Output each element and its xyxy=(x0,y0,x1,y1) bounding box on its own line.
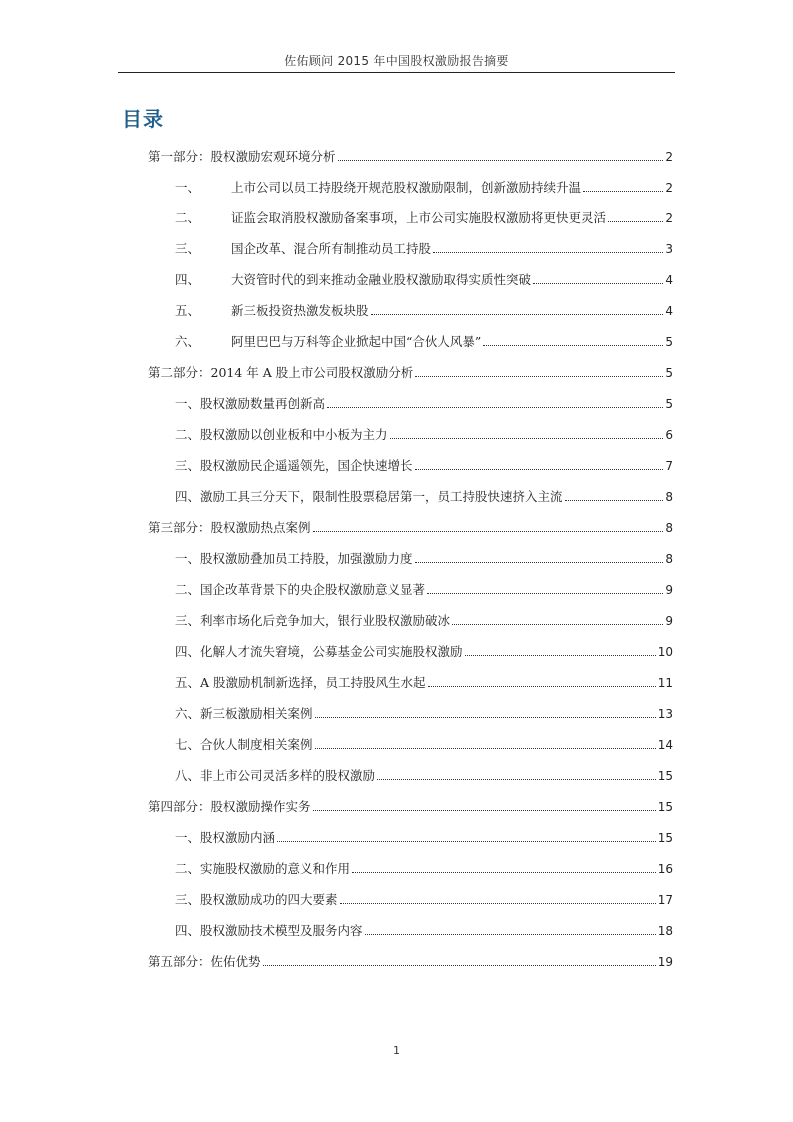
toc-leader xyxy=(315,717,656,718)
toc-leader xyxy=(452,624,663,625)
toc-leader xyxy=(433,252,663,253)
toc-page-number: 7 xyxy=(665,459,673,473)
toc-entry-text: 第四部分：股权激励操作实务 xyxy=(148,799,311,814)
toc-entry-part-4[interactable] xyxy=(148,795,673,815)
footer-page-number: 1 xyxy=(393,1044,400,1057)
toc-entry-text: 二、股权激励以创业板和中小板为主力 xyxy=(175,427,388,442)
toc-page-number: 5 xyxy=(665,366,673,380)
toc-leader xyxy=(483,345,663,346)
toc-entry-text: 国企改革、混合所有制推动员工持股 xyxy=(231,241,432,256)
toc-entry-3-2[interactable] xyxy=(175,578,673,598)
toc-leader xyxy=(565,500,664,501)
toc-entry-4-4[interactable] xyxy=(175,919,673,939)
toc-page-number: 2 xyxy=(665,181,673,195)
toc-entry-number: 四、 xyxy=(175,272,201,287)
toc-entry-number: 三、 xyxy=(175,241,201,256)
toc-entry-1-4[interactable] xyxy=(175,268,673,288)
toc-entry-text: 一、股权激励内涵 xyxy=(175,830,276,845)
toc-leader xyxy=(327,407,663,408)
toc-entry-text: 第一部分：股权激励宏观环境分析 xyxy=(148,149,336,164)
toc-page-number: 16 xyxy=(657,862,673,876)
toc-page-number: 15 xyxy=(657,800,673,814)
toc-entry-1-5[interactable] xyxy=(175,299,673,319)
toc-page-number: 15 xyxy=(657,831,673,845)
toc-entry-text: 三、利率市场化后竞争加大，银行业股权激励破冰 xyxy=(175,613,451,628)
toc-leader xyxy=(371,314,664,315)
toc-leader xyxy=(340,903,656,904)
toc-leader xyxy=(277,841,656,842)
toc-leader xyxy=(583,191,663,192)
toc-page-number: 4 xyxy=(665,304,673,318)
toc-leader xyxy=(263,965,656,966)
toc-page-number: 18 xyxy=(657,924,673,938)
toc-entry-text: 三、股权激励成功的四大要素 xyxy=(175,892,338,907)
toc-page-number: 5 xyxy=(665,335,673,349)
toc-page-number: 8 xyxy=(665,490,673,504)
toc-page-number: 6 xyxy=(665,428,673,442)
toc-leader xyxy=(352,872,656,873)
toc-entry-text: 新三板投资热激发板块股 xyxy=(231,303,369,318)
toc-page-number: 15 xyxy=(657,769,673,783)
toc-entry-2-3[interactable] xyxy=(175,454,673,474)
toc-leader xyxy=(428,686,656,687)
toc-entry-4-1[interactable] xyxy=(175,826,673,846)
toc-leader xyxy=(465,655,656,656)
toc-page-number: 19 xyxy=(657,955,673,969)
toc-entry-2-1[interactable] xyxy=(175,392,673,412)
toc-leader xyxy=(365,934,656,935)
toc-entry-number: 五、 xyxy=(175,303,201,318)
toc-page-number: 5 xyxy=(665,397,673,411)
toc-leader xyxy=(315,748,656,749)
toc-leader xyxy=(427,593,663,594)
toc-entry-part-5[interactable] xyxy=(148,950,673,970)
toc-leader xyxy=(415,562,664,563)
toc-page-number: 4 xyxy=(665,273,673,287)
toc-entry-part-2[interactable] xyxy=(148,361,673,381)
header-divider xyxy=(118,72,675,73)
toc-entry-number: 六、 xyxy=(175,334,201,349)
toc-page-number: 9 xyxy=(665,583,673,597)
toc-entry-2-4[interactable] xyxy=(175,485,673,505)
toc-entry-1-3[interactable] xyxy=(175,237,673,257)
toc-entry-1-2[interactable] xyxy=(175,206,673,226)
toc-leader xyxy=(377,779,656,780)
toc-entry-text: 八、非上市公司灵活多样的股权激励 xyxy=(175,768,376,783)
toc-entry-number: 二、 xyxy=(175,210,201,225)
toc-leader xyxy=(533,283,663,284)
toc-page-number: 17 xyxy=(657,893,673,907)
toc-page-number: 9 xyxy=(665,614,673,628)
toc-page-number: 3 xyxy=(665,242,673,256)
toc-entry-3-6[interactable] xyxy=(175,702,673,722)
toc-entry-4-3[interactable] xyxy=(175,888,673,908)
toc-entry-text: 大资管时代的到来推动金融业股权激励取得实质性突破 xyxy=(231,272,532,287)
toc-entry-number: 一、 xyxy=(175,180,201,195)
toc-leader xyxy=(415,469,664,470)
toc-entry-3-7[interactable] xyxy=(175,733,673,753)
toc-entry-1-1[interactable] xyxy=(175,176,673,196)
toc-entry-text: 七、合伙人制度相关案例 xyxy=(175,737,313,752)
toc-entry-3-1[interactable] xyxy=(175,547,673,567)
toc-entry-text: 第二部分：2014 年 A 股上市公司股权激励分析 xyxy=(148,365,414,380)
toc-entry-1-6[interactable] xyxy=(175,330,673,350)
toc-heading: 目录 xyxy=(122,107,164,131)
toc-entry-3-3[interactable] xyxy=(175,609,673,629)
toc-entry-text: 四、激励工具三分天下，限制性股票稳居第一，员工持股快速挤入主流 xyxy=(175,489,563,504)
toc-entry-text: 二、实施股权激励的意义和作用 xyxy=(175,861,351,876)
toc-entry-text: 四、化解人才流失窘境，公募基金公司实施股权激励 xyxy=(175,644,463,659)
toc-entry-part-3[interactable] xyxy=(148,516,673,536)
toc-leader xyxy=(313,531,664,532)
toc-entry-text: 上市公司以员工持股绕开规范股权激励限制，创新激励持续升温 xyxy=(231,180,582,195)
toc-entry-text: 一、股权激励数量再创新高 xyxy=(175,396,326,411)
toc-entry-text: 第三部分：股权激励热点案例 xyxy=(148,520,311,535)
toc-entry-3-8[interactable] xyxy=(175,764,673,784)
toc-leader xyxy=(608,221,663,222)
toc-entry-text: 一、股权激励叠加员工持股，加强激励力度 xyxy=(175,551,413,566)
toc-leader xyxy=(390,438,664,439)
toc-page-number: 10 xyxy=(657,645,673,659)
header-title: 佐佑顾问 2015 年中国股权激励报告摘要 xyxy=(284,54,509,68)
toc-page-number: 8 xyxy=(665,521,673,535)
toc-entry-text: 五、A 股激励机制新选择，员工持股风生水起 xyxy=(175,675,426,690)
toc-page-number: 2 xyxy=(665,211,673,225)
toc-entry-text: 证监会取消股权激励备案事项，上市公司实施股权激励将更快更灵活 xyxy=(231,210,607,225)
toc-leader xyxy=(338,160,664,161)
toc-page-number: 8 xyxy=(665,552,673,566)
toc-entry-text: 六、新三板激励相关案例 xyxy=(175,706,313,721)
toc-entry-2-2[interactable] xyxy=(175,423,673,443)
toc-entry-3-4[interactable] xyxy=(175,640,673,660)
toc-entry-3-5[interactable] xyxy=(175,671,673,691)
toc-page-number: 11 xyxy=(657,676,673,690)
toc-entry-text: 四、股权激励技术模型及服务内容 xyxy=(175,923,363,938)
toc-page-number: 2 xyxy=(665,150,673,164)
toc-entry-text: 第五部分：佐佑优势 xyxy=(148,954,261,969)
toc-entry-part-1[interactable] xyxy=(148,145,673,165)
toc-page-number: 14 xyxy=(657,738,673,752)
toc-leader xyxy=(415,376,663,377)
toc-entry-4-2[interactable] xyxy=(175,857,673,877)
toc-leader xyxy=(313,810,656,811)
toc-entry-text: 三、股权激励民企遥遥领先，国企快速增长 xyxy=(175,458,413,473)
toc-page-number: 13 xyxy=(657,707,673,721)
toc-entry-text: 二、国企改革背景下的央企股权激励意义显著 xyxy=(175,582,426,597)
toc-entry-text: 阿里巴巴与万科等企业掀起中国“合伙人风暴” xyxy=(231,334,482,349)
